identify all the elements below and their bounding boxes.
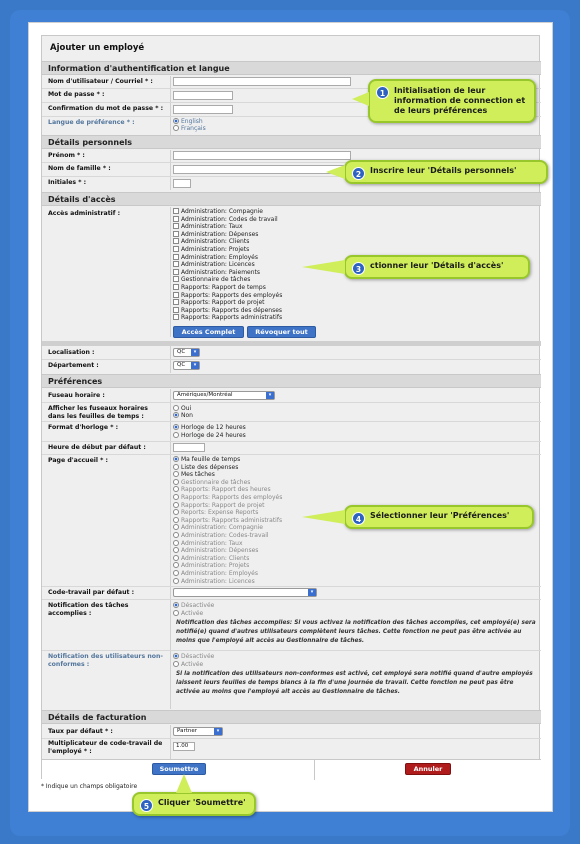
- nc-notif-disabled-label: Désactivée: [181, 653, 215, 660]
- chevron-down-icon: ▾: [191, 349, 199, 356]
- task-notif-disabled[interactable]: [173, 602, 214, 610]
- radio-icon: [173, 118, 179, 124]
- step-number-badge: 5: [140, 799, 153, 812]
- submit-button[interactable]: Soumettre: [152, 763, 206, 775]
- password-input[interactable]: [173, 91, 233, 100]
- section-billing: Détails de facturation: [42, 710, 541, 724]
- radio-icon: [173, 424, 179, 430]
- step-number-badge: 1: [376, 86, 389, 99]
- callout-tail: [302, 510, 345, 524]
- clock-format-label: Format d'horloge * :: [48, 424, 119, 431]
- radio-icon: [173, 524, 179, 530]
- callout-tail: [302, 260, 345, 274]
- row-divider: [42, 441, 541, 442]
- checkbox-icon: [173, 276, 179, 282]
- step-number-badge: 2: [352, 167, 365, 180]
- checkbox-icon: [173, 314, 179, 320]
- step-number-badge: 3: [352, 262, 365, 275]
- callout-4-text: Sélectionner leur 'Préférences': [370, 511, 510, 520]
- radio-icon: [173, 578, 179, 584]
- checkbox-icon: [173, 238, 179, 244]
- callout-tail: [326, 165, 345, 179]
- lastname-label: Nom de famille * :: [48, 165, 111, 172]
- home-page-option[interactable]: [173, 486, 271, 494]
- home-page-option-label: Administration: Codes-travail: [181, 532, 269, 539]
- nc-notif-enabled-label: Activée: [181, 661, 204, 668]
- column-divider: [170, 150, 171, 190]
- access-item[interactable]: [173, 246, 249, 254]
- access-item[interactable]: [173, 261, 255, 269]
- noncompliant-notification-label: Notification des utilisateurs non-conformes :: [48, 653, 163, 668]
- radio-icon: [173, 570, 179, 576]
- home-page-option[interactable]: [173, 502, 265, 510]
- radio-icon: [173, 532, 179, 538]
- show-tz-no[interactable]: [173, 412, 193, 420]
- task-notif-enabled[interactable]: [173, 610, 203, 618]
- radio-icon: [173, 610, 179, 616]
- column-divider: [170, 725, 171, 759]
- radio-icon: [173, 494, 179, 500]
- access-item-label: Rapports: Rapports des employés: [181, 291, 283, 299]
- access-item-label: Administration: Compagnie: [181, 208, 263, 215]
- home-page-option[interactable]: [173, 471, 215, 479]
- add-employee-form: [41, 35, 540, 779]
- home-page-option-label: Administration: Projets: [181, 562, 250, 570]
- full-access-button[interactable]: Accès Complet: [173, 326, 244, 338]
- confirm-password-input[interactable]: [173, 105, 233, 114]
- checkbox-icon: [173, 208, 179, 214]
- callout-5-text: Cliquer 'Soumettre': [158, 798, 246, 807]
- access-item-label: Administration: Clients: [181, 238, 250, 246]
- chevron-down-icon: ▾: [266, 392, 274, 399]
- home-page-option-label: Administration: Taux: [181, 539, 243, 547]
- language-english-label: English: [181, 118, 203, 125]
- clock-24h[interactable]: [173, 432, 246, 440]
- task-notif-disabled-label: Désactivée: [181, 602, 215, 609]
- noncompliant-notification-note: Si la notification des utilisateurs non-conformes est activé, cet employé sera notifié quand d'autre employés laissent leurs feuilles de temps blancs à la fin d'une journée de travail. Cette fonction ne peut pas être activée au moins que l'employé ait accès au Gestionnaire de tâches.: [176, 671, 533, 695]
- confirm-password-label: Confirmation du mot de passe * :: [48, 105, 164, 112]
- access-item[interactable]: [173, 254, 258, 262]
- timezone-label: Fuseau horaire :: [48, 392, 105, 399]
- clock-12h[interactable]: [173, 424, 246, 432]
- section-personal: Détails personnels: [42, 135, 541, 149]
- location-value: QC: [177, 349, 186, 355]
- access-item-label: Administration: Projets: [181, 246, 250, 253]
- section-access: Détails d'accès: [42, 192, 541, 206]
- radio-icon: [173, 486, 179, 492]
- page: [28, 22, 553, 812]
- task-notification-label: Notification des tâches accomplies :: [48, 602, 129, 617]
- checkbox-icon: [173, 269, 179, 275]
- row-divider: [42, 359, 541, 360]
- home-page-option[interactable]: [173, 494, 282, 502]
- default-rate-value: Partner: [177, 728, 197, 734]
- username-label: Nom d'utilisateur / Courriel * :: [48, 78, 153, 85]
- nc-notif-enabled[interactable]: [173, 661, 203, 669]
- home-page-option[interactable]: [173, 464, 238, 472]
- row-divider: [42, 586, 541, 587]
- default-rate-label: Taux par défaut * :: [48, 728, 113, 735]
- radio-icon: [173, 602, 179, 608]
- row-divider: [42, 599, 541, 600]
- home-page-option-label: Administration: Compagnie: [181, 524, 263, 532]
- cancel-button[interactable]: Annuler: [405, 763, 451, 775]
- button-bar-divider: [314, 759, 315, 780]
- multiplier-label: Multiplicateur de code-travail de l'employé * :: [48, 740, 163, 755]
- column-divider: [170, 207, 171, 337]
- radio-icon: [173, 547, 179, 553]
- home-page-option-label: Gestionnaire de tâches: [181, 478, 251, 486]
- checkbox-icon: [173, 254, 179, 260]
- home-page-option-label: Rapports: Rapport de projet: [181, 501, 265, 509]
- access-item-label: Gestionnaire de tâches: [181, 276, 251, 284]
- default-start-input[interactable]: [173, 443, 205, 452]
- access-item[interactable]: [173, 231, 258, 239]
- checkbox-icon: [173, 307, 179, 313]
- callout-1-text: Initialisation de leur information de connection et de leurs préférences: [394, 86, 526, 115]
- access-item-label: Administration: Paiements: [181, 268, 261, 276]
- radio-icon: [173, 555, 179, 561]
- initials-label: Initiales * :: [48, 179, 87, 186]
- row-divider: [42, 454, 541, 455]
- button-bar: [42, 759, 541, 780]
- callout-2-text: Inscrire leur 'Détails personnels': [370, 166, 517, 175]
- location-label: Localisation :: [48, 349, 95, 356]
- revoke-all-button[interactable]: Révoquer tout: [247, 326, 316, 338]
- home-page-option[interactable]: [173, 524, 263, 532]
- home-page-option[interactable]: [173, 532, 269, 540]
- callout-tail: [176, 774, 192, 793]
- home-page-option-label: Reports: Expense Reports: [181, 509, 259, 517]
- admin-access-label: Accès administratif :: [48, 210, 121, 217]
- home-page-option[interactable]: [173, 517, 282, 525]
- row-divider: [42, 421, 541, 422]
- nc-notif-disabled[interactable]: [173, 653, 214, 661]
- radio-icon: [173, 562, 179, 568]
- checkbox-icon: [173, 216, 179, 222]
- home-page-option-label: Liste des dépenses: [181, 463, 239, 471]
- home-page-option-label: Administration: Clients: [181, 554, 250, 562]
- access-item-label: Administration: Taux: [181, 223, 243, 231]
- home-page-option[interactable]: [173, 456, 240, 464]
- access-item-label: Rapports: Rapports administratifs: [181, 314, 283, 322]
- radio-icon: [173, 456, 179, 462]
- show-tz-yes-label: Oui: [181, 405, 192, 412]
- home-page-option-label: Rapports: Rapport des heures: [181, 486, 271, 494]
- radio-icon: [173, 653, 179, 659]
- checkbox-icon: [173, 261, 179, 267]
- access-item[interactable]: [173, 269, 260, 277]
- checkbox-icon: [173, 292, 179, 298]
- radio-icon: [173, 432, 179, 438]
- task-notif-enabled-label: Activée: [181, 610, 204, 617]
- row-divider: [42, 738, 541, 739]
- home-page-option-label: Mes tâches: [181, 471, 215, 479]
- callout-3-text: ctionner leur 'Détails d'accès': [370, 261, 504, 270]
- access-item[interactable]: [173, 238, 249, 246]
- radio-icon: [173, 540, 179, 546]
- show-timezones-label: Afficher les fuseaux horaires dans les feuilles de temps :: [48, 405, 148, 420]
- radio-icon: [173, 412, 179, 418]
- radio-icon: [173, 517, 179, 523]
- home-page-option[interactable]: [173, 562, 249, 570]
- checkbox-icon: [173, 299, 179, 305]
- radio-icon: [173, 405, 179, 411]
- callout-3: [344, 255, 530, 279]
- home-page-option-label: Rapports: Rapports des employés: [181, 494, 283, 501]
- access-item[interactable]: [173, 284, 266, 292]
- access-item[interactable]: [173, 314, 282, 322]
- access-item[interactable]: [173, 208, 263, 216]
- checkbox-icon: [173, 223, 179, 229]
- password-label: Mot de passe * :: [48, 91, 105, 98]
- chevron-down-icon: ▾: [214, 728, 222, 735]
- page-title: Ajouter un employé: [50, 43, 145, 53]
- home-page-option[interactable]: [173, 479, 250, 487]
- access-item-label: Administration: Licences: [181, 261, 255, 269]
- home-page-option[interactable]: [173, 509, 258, 517]
- callout-tail: [352, 92, 369, 106]
- checkbox-icon: [173, 246, 179, 252]
- radio-icon: [173, 125, 179, 131]
- access-item-label: Rapports: Rapport de projet: [181, 299, 265, 307]
- radio-icon: [173, 464, 179, 470]
- section-separator: [42, 341, 541, 346]
- callout-4: [344, 505, 534, 529]
- default-worktype-select[interactable]: [173, 588, 317, 597]
- checkbox-icon: [173, 284, 179, 290]
- step-number-badge: 4: [352, 512, 365, 525]
- radio-icon: [173, 479, 179, 485]
- language-french[interactable]: [173, 125, 206, 133]
- callout-1: [368, 79, 536, 123]
- radio-icon: [173, 471, 179, 477]
- access-item-label: Administration: Dépenses: [181, 230, 259, 238]
- required-note: * Indique un champs obligatoire: [41, 783, 138, 790]
- access-item-label: Administration: Employés: [181, 253, 258, 261]
- username-input[interactable]: [173, 77, 351, 86]
- clock-24h-label: Horloge de 24 heures: [181, 432, 246, 439]
- lastname-input[interactable]: [173, 165, 351, 174]
- row-divider: [42, 402, 541, 403]
- home-page-option-label: Rapports: Rapports administratifs: [181, 516, 283, 524]
- access-item[interactable]: [173, 292, 282, 300]
- checkbox-icon: [173, 231, 179, 237]
- section-auth: Information d'authentification et langue: [42, 61, 541, 75]
- language-french-label: Français: [181, 125, 206, 132]
- access-item[interactable]: [173, 307, 282, 315]
- radio-icon: [173, 661, 179, 667]
- access-item[interactable]: [173, 223, 243, 231]
- home-page-option-label: Ma feuille de temps: [181, 456, 241, 463]
- location-select[interactable]: [173, 348, 200, 357]
- column-divider: [170, 389, 171, 709]
- chevron-down-icon: ▾: [191, 362, 199, 369]
- language-label: Langue de préférence * :: [48, 119, 135, 126]
- department-value: QC: [177, 362, 186, 368]
- radio-icon: [173, 502, 179, 508]
- department-label: Département :: [48, 362, 99, 369]
- radio-icon: [173, 509, 179, 515]
- home-page-option[interactable]: [173, 555, 249, 563]
- access-item-label: Rapports: Rapports des dépenses: [181, 306, 283, 314]
- clock-12h-label: Horloge de 12 heures: [181, 424, 246, 431]
- callout-5: [132, 792, 256, 816]
- home-page-option[interactable]: [173, 540, 243, 548]
- callout-2: [344, 160, 548, 184]
- home-page-option[interactable]: [173, 570, 258, 578]
- section-preferences: Préférences: [42, 374, 541, 388]
- access-item[interactable]: [173, 216, 278, 224]
- show-tz-no-label: Non: [181, 412, 193, 419]
- home-page-option[interactable]: [173, 547, 258, 555]
- initials-input[interactable]: [173, 179, 191, 188]
- row-divider: [42, 650, 541, 651]
- default-start-label: Heure de début par défaut :: [48, 444, 146, 451]
- access-item-label: Rapports: Rapport de temps: [181, 284, 266, 291]
- home-page-label: Page d'accueil * :: [48, 457, 109, 464]
- department-select[interactable]: [173, 361, 200, 370]
- firstname-input[interactable]: [173, 151, 351, 160]
- default-rate-select[interactable]: [173, 727, 223, 736]
- home-page-option-label: Administration: Employés: [181, 570, 258, 577]
- access-item[interactable]: [173, 299, 265, 307]
- home-page-option-label: Administration: Dépenses: [181, 547, 259, 555]
- multiplier-input[interactable]: 1.00: [173, 742, 195, 751]
- firstname-label: Prénom * :: [48, 152, 85, 159]
- timezone-value: Amériques/Montréal: [177, 392, 233, 398]
- default-worktype-label: Code-travail par défaut :: [48, 589, 135, 596]
- timezone-select[interactable]: [173, 391, 275, 400]
- chevron-down-icon: ▾: [308, 589, 316, 596]
- home-page-option-label: Administration: Licences: [181, 577, 255, 585]
- access-item-label: Administration: Codes de travail: [181, 215, 278, 223]
- task-notification-note: Notification des tâches accomplies: Si vous activez la notification des tâches accomplies, cet employé(e) sera notifié(e) quand d'autres utilisateurs complètent leurs tâches. Cette fonction ne peut pas être activée au moins que l'employé ait accès au Gestionnaire de tâches.: [176, 620, 536, 644]
- access-item[interactable]: [173, 276, 250, 284]
- home-page-option[interactable]: [173, 578, 255, 586]
